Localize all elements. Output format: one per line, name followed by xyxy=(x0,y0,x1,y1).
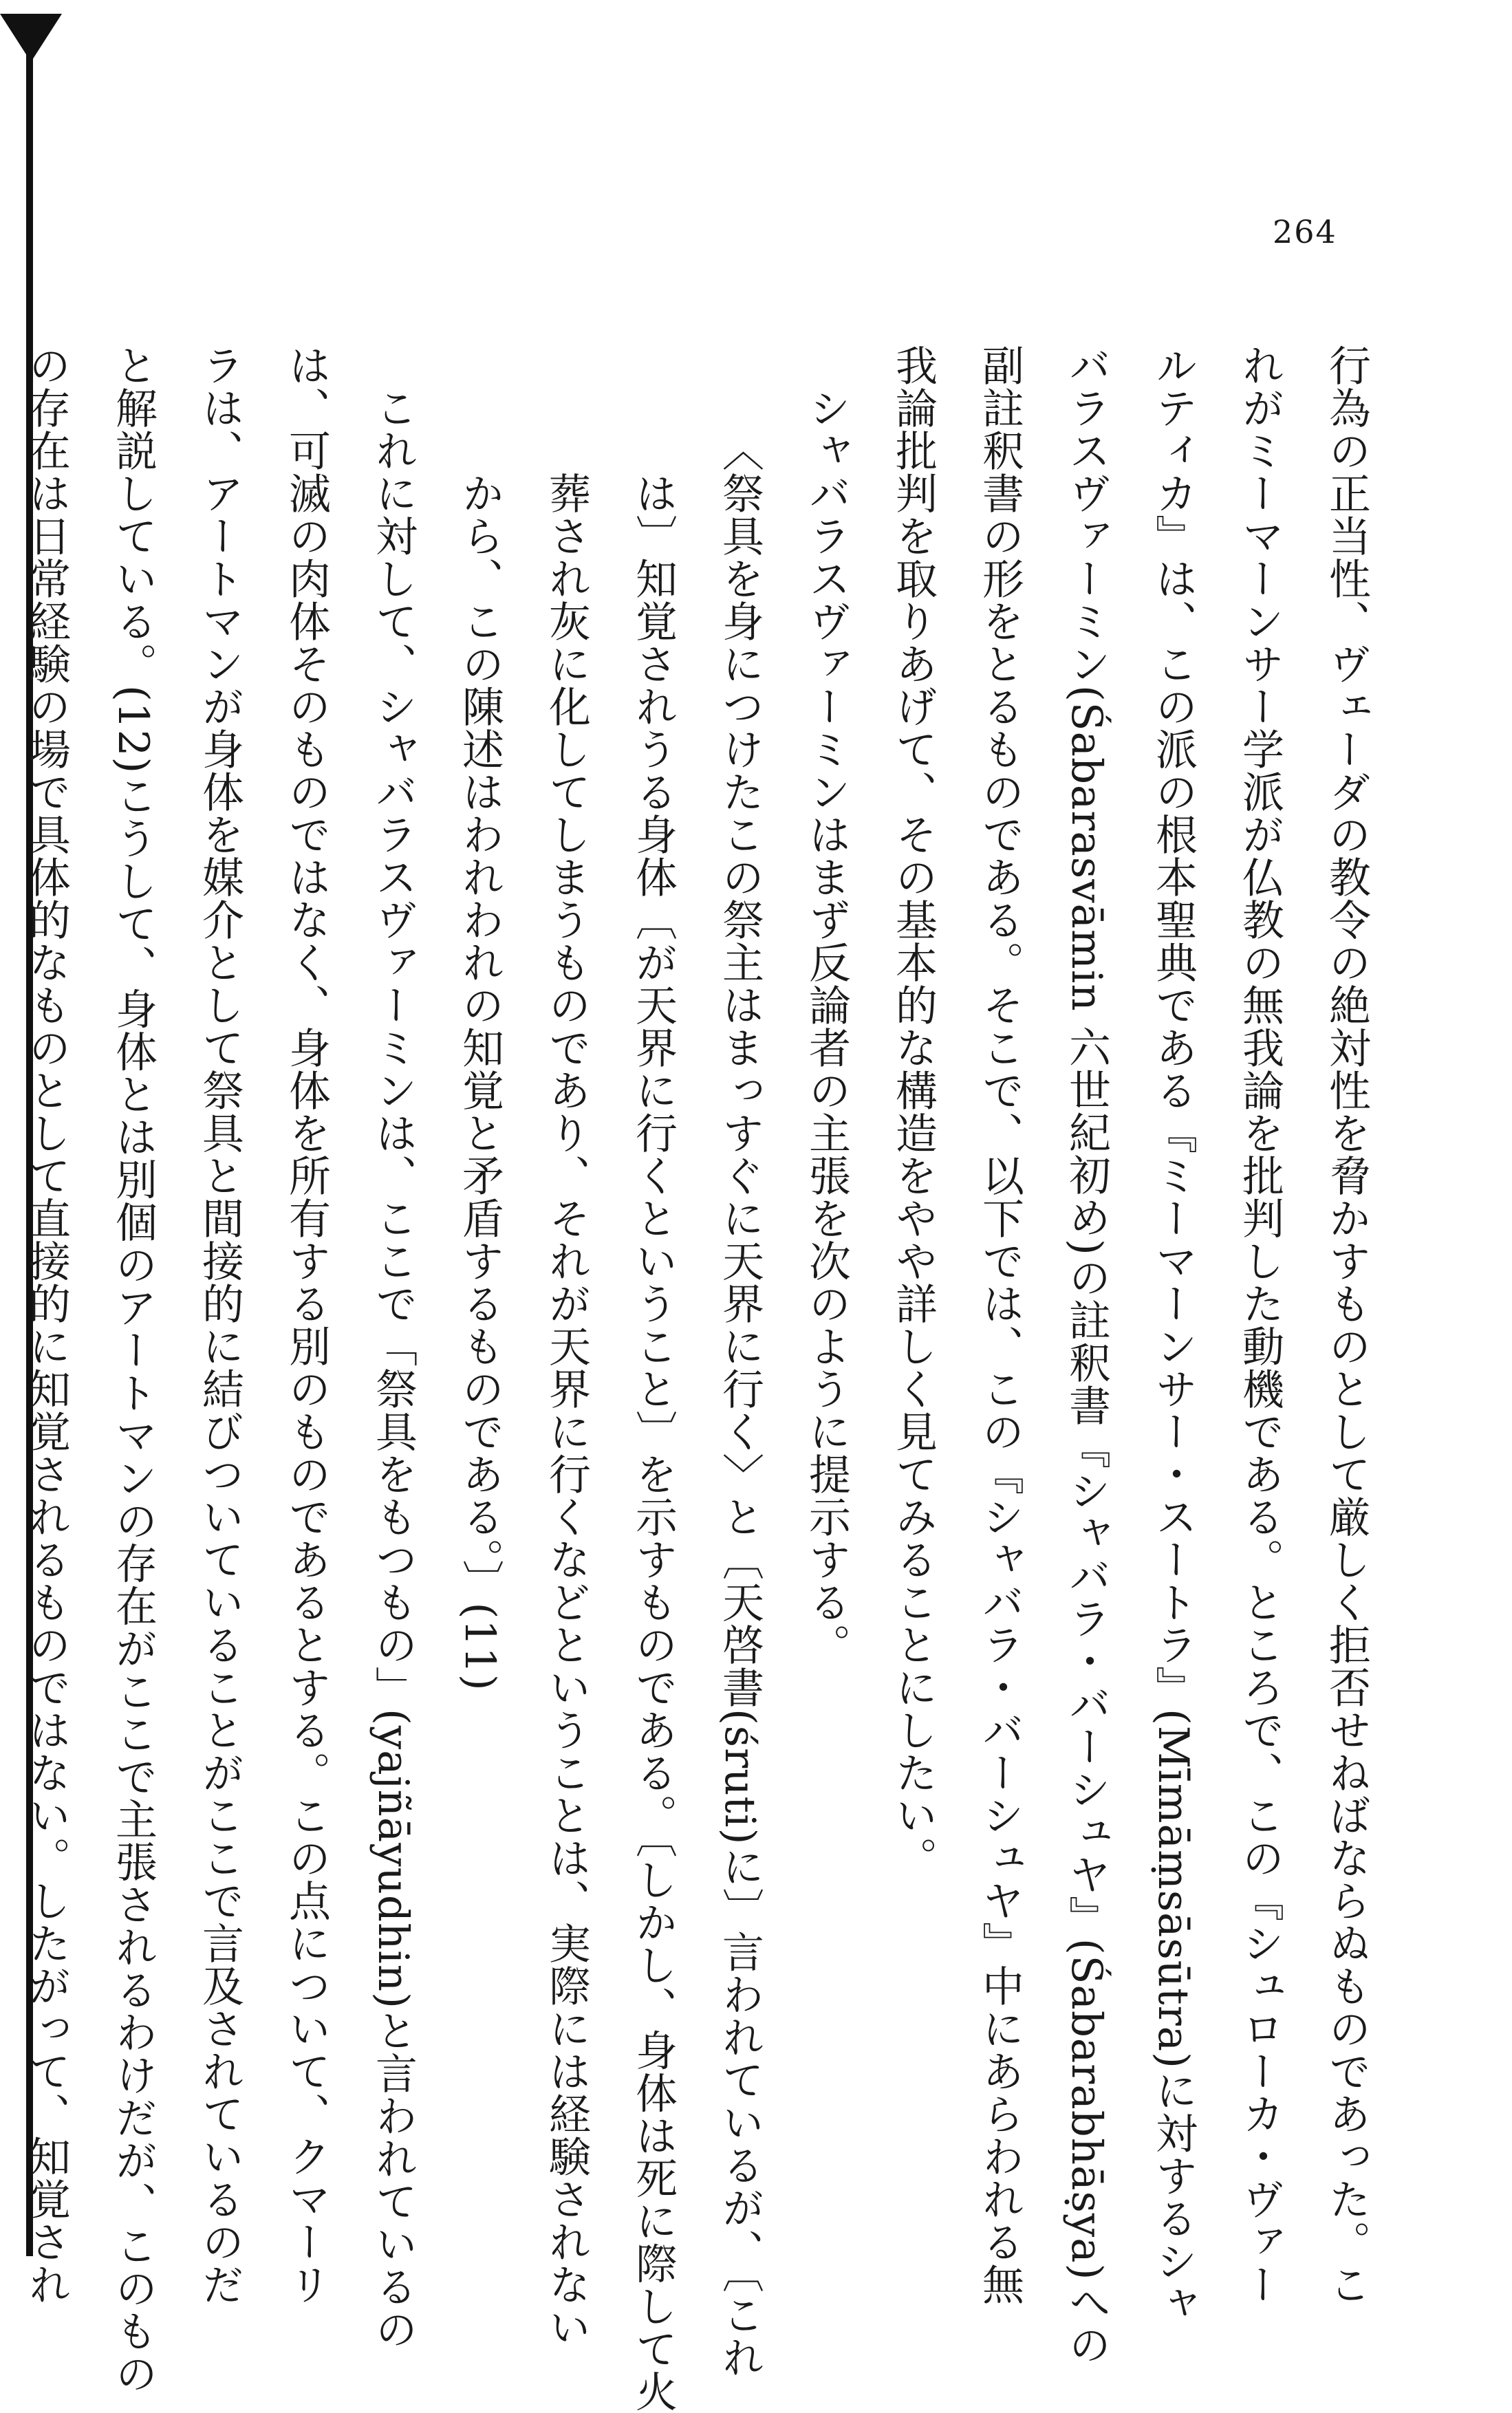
text-line xyxy=(0,344,3,2167)
text-line: 行為の正当性、ヴェーダの教令の絶対性を脅かすものとして厳しく拒否せねばならぬものであった。こ xyxy=(1322,344,1371,2306)
text-line: と解説している。(12)こうして、身体とは別個のアートマンの存在がここで主張されるわけだが、このもの xyxy=(109,344,158,2395)
text-line: ルティカ』は、この派の根本聖典である『ミーマーンサー・スートラ』(Mīmāṃsāsūtra)に対するシャ xyxy=(1149,344,1198,2325)
quote-line: 葬され灰に化してしまうものであり、それが天界に行くなどということは、実際には経験されない xyxy=(542,472,591,2348)
quote-line: は〕知覚されうる身体〔が天界に行くということ〕を示すものである。〔しかし、身体は死に際して火 xyxy=(629,472,678,2413)
quote-line: から、この陳述はわれわれの知覚と矛盾するものである。〕(11) xyxy=(455,472,504,1691)
text-line: 我論批判を取りあげて、その基本的な構造をやや詳しく見てみることにしたい。 xyxy=(889,344,938,1879)
quote-line: 〈祭具を身につけたこの祭主はまっすぐに天界に行く〉と〔天啓書(śruti)に〕言われているが、〔これ xyxy=(715,429,764,2379)
page-number: 264 xyxy=(1273,213,1337,250)
text-line: 副註釈書の形をとるものである。そこで、以下では、この『シャバラ・バーシュヤ』中にあらわれる無 xyxy=(975,344,1024,2306)
body-text xyxy=(22,344,1390,2413)
text-line: は、可滅の肉体そのものではなく、身体を所有する別のものであるとする。この点について、クマーリ xyxy=(282,344,331,2306)
text-line: れがミーマーンサー学派が仏教の無我論を批判した動機である。ところで、この『シュローカ・ヴァー xyxy=(1235,344,1284,2306)
text-line: ラは、アートマンが身体を媒介として祭具と間接的に結びついていることがここで言及されているのだ xyxy=(195,344,244,2306)
text-line: シャバラスヴァーミンはまず反論者の主張を次のように提示する。 xyxy=(802,387,851,1666)
text-line: の存在は日常経験の場で具体的なものとして直接的に知覚されるものではない。したがって、知覚され xyxy=(22,344,71,2306)
text-line: これに対して、シャバラスヴァーミンは、ここで「祭具をもつもの」(yajñāyudhin)と言われているの xyxy=(369,387,418,2350)
text-line: バラスヴァーミン(Śabarasvāmin 六世紀初め)の註釈書『シャバラ・バーシュヤ』(Śabarabhāṣya)への xyxy=(1062,344,1111,2366)
